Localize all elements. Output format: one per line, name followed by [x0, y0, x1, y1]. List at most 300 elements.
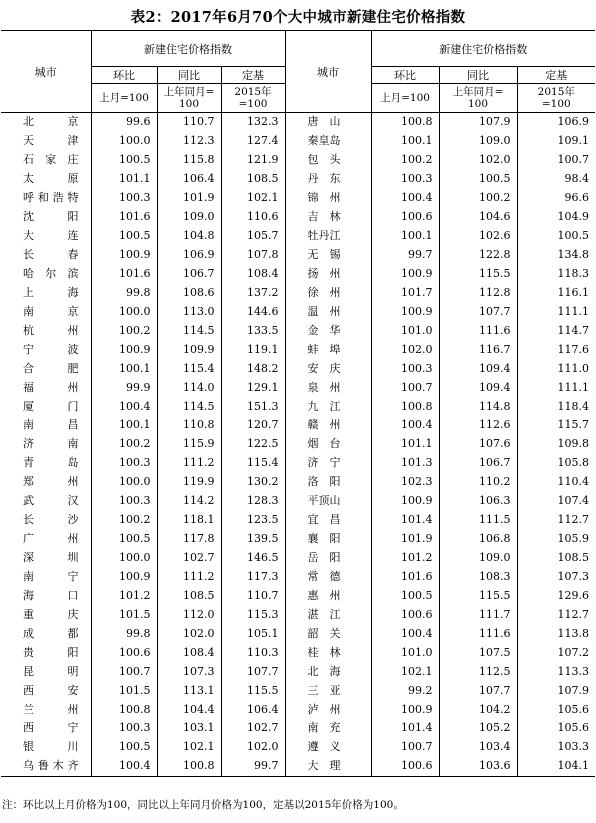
base-value-left: 119.1: [221, 340, 285, 359]
yoy-value-right: 107.6: [439, 435, 517, 454]
mom-value-right: 100.5: [371, 586, 439, 605]
table-row: [1, 265, 595, 284]
table-row: [1, 378, 595, 397]
mom-value-left: 99.8: [91, 283, 157, 302]
mom-value-left: 99.6: [91, 113, 157, 132]
yoy-value-right: 104.6: [439, 208, 517, 227]
city-name-right: 岳阳: [285, 549, 371, 568]
mom-value-right: 100.4: [371, 189, 439, 208]
mom-value-left: 99.8: [91, 624, 157, 643]
yoy-value-right: 110.2: [439, 473, 517, 492]
city-name-right: 金华: [285, 321, 371, 340]
table-row: [1, 454, 595, 473]
base-value-right: 107.3: [557, 569, 590, 583]
mom-header-left: 环比: [91, 67, 157, 84]
yoy-value-right: 104.2: [439, 700, 517, 719]
city-name-right: 锦州: [285, 189, 371, 208]
base-value-right: 117.6: [557, 342, 590, 356]
mom-value-left: 101.1: [91, 170, 157, 189]
table-row: [1, 246, 595, 265]
mom-value-left: 100.8: [91, 700, 157, 719]
yoy-value-left: 109.9: [157, 340, 221, 359]
mom-value-left: 100.5: [91, 738, 157, 757]
index-group-header-left: 新建住宅价格指数: [91, 31, 285, 67]
base-value-right: 100.5: [557, 229, 590, 243]
base-value-right: 105.9: [557, 532, 590, 546]
yoy-value-left: 113.1: [157, 681, 221, 700]
city-name-left: 南昌: [1, 416, 91, 435]
price-index-table: [1, 30, 595, 777]
base-value-right: 103.3: [557, 740, 590, 754]
city-name-left: 西宁: [1, 719, 91, 738]
base-value-left: 115.3: [221, 605, 285, 624]
yoy-value-right: 107.7: [439, 302, 517, 321]
base-value-left: 129.1: [221, 378, 285, 397]
index-group-header-right: 新建住宅价格指数: [371, 31, 595, 67]
table-row: [1, 340, 595, 359]
base-value-left: 151.3: [221, 397, 285, 416]
city-header-left: 城市: [1, 31, 91, 113]
table-row: [1, 511, 595, 530]
yoy-value-left: 104.4: [157, 700, 221, 719]
city-name-right: 蚌埠: [285, 340, 371, 359]
base-value-right: 113.8: [557, 626, 590, 640]
table-row: [1, 700, 595, 719]
yoy-value-right: 100.2: [439, 189, 517, 208]
city-name-left: 上海: [1, 283, 91, 302]
mom-value-left: 101.6: [91, 265, 157, 284]
yoy-value-right: 102.6: [439, 227, 517, 246]
mom-value-left: 101.5: [91, 681, 157, 700]
base-value-left: 107.8: [221, 246, 285, 265]
yoy-value-left: 108.6: [157, 283, 221, 302]
city-name-right: 徐州: [285, 283, 371, 302]
table-row: [1, 283, 595, 302]
table-row: [1, 473, 595, 492]
base-value-right: 104.1: [517, 757, 595, 776]
yoy-value-right: 107.5: [439, 643, 517, 662]
city-name-left: 广州: [1, 530, 91, 549]
yoy-value-left: 102.7: [157, 549, 221, 568]
table-row: [1, 492, 595, 511]
mom-value-right: 100.1: [371, 132, 439, 151]
base-value-left: 130.2: [221, 473, 285, 492]
base-value-right: 106.9: [557, 115, 590, 129]
yoy-value-left: 115.8: [157, 151, 221, 170]
city-name-right: 三亚: [285, 681, 371, 700]
table-row: [1, 208, 595, 227]
city-name-left: 长春: [1, 246, 91, 265]
base-value-right: 111.1: [557, 380, 590, 394]
yoy-value-left: 110.7: [157, 113, 221, 132]
mom-value-left: 100.9: [91, 246, 157, 265]
base-header-right: 定基: [517, 67, 595, 84]
base-value-right: 118.4: [557, 399, 590, 413]
mom-value-left: 100.7: [91, 662, 157, 681]
city-name-left: 昆明: [1, 662, 91, 681]
base-value-left: 102.0: [221, 738, 285, 757]
mom-value-right: 100.6: [371, 757, 439, 776]
base-sub-right: 2015年 =100: [517, 84, 595, 113]
yoy-value-right: 112.8: [439, 283, 517, 302]
yoy-value-left: 103.1: [157, 719, 221, 738]
base-value-right: 107.4: [557, 494, 590, 508]
city-name-right: 北海: [285, 662, 371, 681]
base-value-right: 114.7: [557, 323, 590, 337]
base-value-left: 121.9: [221, 151, 285, 170]
table-row: [1, 681, 595, 700]
city-name-right: 牡丹江: [285, 227, 371, 246]
city-name-left: 哈尔滨: [1, 265, 91, 284]
base-value-left: 102.1: [221, 189, 285, 208]
base-value-right: 112.7: [557, 607, 590, 621]
base-header-left: 定基: [221, 67, 285, 84]
yoy-sub-right: 上年同月= 100: [439, 84, 517, 113]
base-value-right: 129.6: [557, 588, 590, 602]
base-value-left: 110.7: [221, 586, 285, 605]
base-value-right: 134.8: [557, 248, 590, 262]
yoy-header-right: 同比: [439, 67, 517, 84]
yoy-value-right: 111.7: [439, 605, 517, 624]
base-value-left: 123.5: [221, 511, 285, 530]
table-row: [1, 643, 595, 662]
yoy-value-right: 106.3: [439, 492, 517, 511]
city-name-right: 丹东: [285, 170, 371, 189]
mom-value-right: 100.6: [371, 208, 439, 227]
base-value-left: 106.4: [221, 700, 285, 719]
base-value-left: 108.5: [221, 170, 285, 189]
yoy-value-right: 112.6: [439, 416, 517, 435]
city-name-right: 包头: [285, 151, 371, 170]
city-name-left: 大连: [1, 227, 91, 246]
base-value-right: 109.8: [557, 437, 590, 451]
city-header-right: 城市: [285, 31, 371, 113]
city-name-left: 南宁: [1, 568, 91, 587]
yoy-value-left: 115.9: [157, 435, 221, 454]
mom-value-left: 100.2: [91, 435, 157, 454]
table-row: [1, 416, 595, 435]
city-name-left: 成都: [1, 624, 91, 643]
yoy-value-left: 112.3: [157, 132, 221, 151]
mom-value-right: 101.4: [371, 719, 439, 738]
city-name-right: 扬州: [285, 265, 371, 284]
mom-value-left: 100.3: [91, 454, 157, 473]
city-name-right: 平顶山: [285, 492, 371, 511]
table-row: [1, 132, 595, 151]
mom-value-right: 101.6: [371, 568, 439, 587]
yoy-value-right: 114.8: [439, 397, 517, 416]
city-name-left: 厦门: [1, 397, 91, 416]
city-name-left: 南京: [1, 302, 91, 321]
mom-value-left: 100.3: [91, 189, 157, 208]
table-row: [1, 757, 595, 776]
yoy-value-left: 106.9: [157, 246, 221, 265]
city-name-right: 吉林: [285, 208, 371, 227]
city-name-left: 西安: [1, 681, 91, 700]
base-value-left: 132.3: [221, 113, 285, 132]
base-value-left: 102.7: [221, 719, 285, 738]
mom-value-left: 100.9: [91, 340, 157, 359]
city-name-left: 石家庄: [1, 151, 91, 170]
city-name-right: 唐山: [285, 113, 371, 132]
mom-value-left: 100.5: [91, 151, 157, 170]
yoy-value-right: 109.4: [439, 378, 517, 397]
base-value-left: 115.4: [221, 454, 285, 473]
mom-value-right: 101.2: [371, 549, 439, 568]
city-name-right: 惠州: [285, 586, 371, 605]
yoy-value-left: 111.2: [157, 568, 221, 587]
base-value-left: 108.4: [221, 265, 285, 284]
mom-value-right: 102.1: [371, 662, 439, 681]
city-name-right: 南充: [285, 719, 371, 738]
table-row: [1, 302, 595, 321]
yoy-value-left: 118.1: [157, 511, 221, 530]
city-name-right: 湛江: [285, 605, 371, 624]
city-name-right: 无锡: [285, 246, 371, 265]
mom-value-left: 99.9: [91, 378, 157, 397]
yoy-value-right: 115.5: [439, 265, 517, 284]
mom-value-right: 100.7: [371, 378, 439, 397]
city-name-left: 呼和浩特: [1, 189, 91, 208]
base-value-right: 100.7: [557, 153, 590, 167]
yoy-value-right: 109.0: [439, 549, 517, 568]
city-name-left: 福州: [1, 378, 91, 397]
mom-value-right: 100.3: [371, 170, 439, 189]
yoy-value-left: 101.9: [157, 189, 221, 208]
yoy-value-right: 115.5: [439, 586, 517, 605]
mom-value-left: 100.4: [91, 397, 157, 416]
base-value-right: 112.7: [557, 513, 590, 527]
base-value-left: 107.7: [221, 662, 285, 681]
city-name-left: 郑州: [1, 473, 91, 492]
yoy-sub-left: 上年同月= 100: [157, 84, 221, 113]
table-row: [1, 435, 595, 454]
mom-value-right: 100.3: [371, 359, 439, 378]
yoy-value-left: 110.8: [157, 416, 221, 435]
table-row: [1, 151, 595, 170]
yoy-value-left: 100.8: [157, 757, 221, 776]
city-name-right: 赣州: [285, 416, 371, 435]
yoy-value-left: 119.9: [157, 473, 221, 492]
base-value-right: 98.4: [564, 172, 590, 186]
mom-value-left: 100.9: [91, 568, 157, 587]
yoy-value-right: 112.5: [439, 662, 517, 681]
base-value-left: 146.5: [221, 549, 285, 568]
city-name-left: 银川: [1, 738, 91, 757]
city-name-right: 常德: [285, 568, 371, 587]
base-value-left: 117.3: [221, 568, 285, 587]
mom-value-right: 100.8: [371, 397, 439, 416]
base-value-right: 107.2: [557, 645, 590, 659]
table-row: [1, 624, 595, 643]
table-row: [1, 359, 595, 378]
yoy-value-right: 103.4: [439, 738, 517, 757]
base-value-left: 122.5: [221, 435, 285, 454]
mom-value-right: 101.4: [371, 511, 439, 530]
yoy-value-left: 113.0: [157, 302, 221, 321]
base-value-right: 116.1: [557, 285, 590, 299]
city-name-right: 韶关: [285, 624, 371, 643]
city-name-right: 宜昌: [285, 511, 371, 530]
base-value-left: 148.2: [221, 359, 285, 378]
base-value-right: 111.1: [557, 304, 590, 318]
mom-value-left: 101.2: [91, 586, 157, 605]
mom-value-left: 100.3: [91, 719, 157, 738]
yoy-value-right: 103.6: [439, 757, 517, 776]
city-name-right: 温州: [285, 302, 371, 321]
table-row: [1, 549, 595, 568]
mom-sub-left: 上月=100: [91, 84, 157, 113]
base-value-right: 104.9: [557, 210, 590, 224]
mom-value-right: 101.0: [371, 643, 439, 662]
mom-value-right: 101.9: [371, 530, 439, 549]
yoy-value-left: 115.4: [157, 359, 221, 378]
yoy-value-left: 102.0: [157, 624, 221, 643]
base-value-right: 105.8: [557, 456, 590, 470]
base-value-left: 127.4: [221, 132, 285, 151]
mom-value-left: 100.4: [91, 757, 157, 776]
table-row: [1, 189, 595, 208]
yoy-value-right: 106.7: [439, 454, 517, 473]
city-name-left: 杭州: [1, 321, 91, 340]
yoy-value-left: 109.0: [157, 208, 221, 227]
yoy-value-left: 114.0: [157, 378, 221, 397]
table-row: [1, 170, 595, 189]
mom-value-left: 100.3: [91, 492, 157, 511]
yoy-value-left: 108.4: [157, 643, 221, 662]
mom-value-right: 102.3: [371, 473, 439, 492]
yoy-value-left: 102.1: [157, 738, 221, 757]
mom-value-right: 100.9: [371, 492, 439, 511]
yoy-value-left: 114.5: [157, 397, 221, 416]
base-value-left: 128.3: [221, 492, 285, 511]
yoy-value-right: 111.6: [439, 624, 517, 643]
yoy-value-right: 111.5: [439, 511, 517, 530]
mom-value-right: 100.4: [371, 416, 439, 435]
city-name-right: 大理: [285, 757, 371, 776]
yoy-value-right: 116.7: [439, 340, 517, 359]
city-name-left: 乌鲁木齐: [1, 757, 91, 776]
yoy-value-right: 107.9: [439, 113, 517, 132]
mom-value-left: 100.0: [91, 302, 157, 321]
yoy-value-left: 114.5: [157, 321, 221, 340]
city-name-left: 济南: [1, 435, 91, 454]
table-row: [1, 605, 595, 624]
mom-value-right: 100.9: [371, 302, 439, 321]
table-row: [1, 113, 595, 132]
yoy-header-left: 同比: [157, 67, 221, 84]
table-row: [1, 321, 595, 340]
yoy-value-left: 112.0: [157, 605, 221, 624]
base-value-right: 110.4: [557, 475, 590, 489]
base-value-left: 105.1: [221, 624, 285, 643]
city-name-left: 武汉: [1, 492, 91, 511]
city-name-right: 安庆: [285, 359, 371, 378]
city-name-left: 天津: [1, 132, 91, 151]
mom-value-right: 101.0: [371, 321, 439, 340]
city-name-left: 重庆: [1, 605, 91, 624]
yoy-value-right: 105.2: [439, 719, 517, 738]
mom-value-left: 100.0: [91, 549, 157, 568]
city-name-left: 宁波: [1, 340, 91, 359]
yoy-value-left: 117.8: [157, 530, 221, 549]
city-name-right: 泸州: [285, 700, 371, 719]
mom-value-right: 100.9: [371, 700, 439, 719]
city-name-right: 桂林: [285, 643, 371, 662]
city-name-left: 贵阳: [1, 643, 91, 662]
base-value-left: 115.5: [221, 681, 285, 700]
mom-value-right: 99.7: [371, 246, 439, 265]
yoy-value-right: 107.7: [439, 681, 517, 700]
table-row: [1, 586, 595, 605]
base-sub-left: 2015年 =100: [221, 84, 285, 113]
base-value-right: 96.6: [564, 191, 590, 205]
base-value-left: 120.7: [221, 416, 285, 435]
city-name-right: 秦皇岛: [285, 132, 371, 151]
yoy-value-left: 108.5: [157, 586, 221, 605]
yoy-value-right: 108.3: [439, 568, 517, 587]
yoy-value-left: 106.7: [157, 265, 221, 284]
mom-value-left: 100.0: [91, 132, 157, 151]
mom-value-left: 101.6: [91, 208, 157, 227]
yoy-value-right: 109.0: [439, 132, 517, 151]
base-value-right: 109.1: [557, 134, 590, 148]
table-row: [1, 568, 595, 587]
base-value-right: 108.5: [557, 551, 590, 565]
base-value-left: 110.6: [221, 208, 285, 227]
footnote: 注：环比以上月价格为100，同比以上年同月价格为100，定基以2015年价格为100。: [2, 799, 404, 811]
yoy-value-right: 102.0: [439, 151, 517, 170]
mom-value-left: 100.6: [91, 643, 157, 662]
mom-value-left: 100.1: [91, 359, 157, 378]
base-value-left: 144.6: [221, 302, 285, 321]
mom-value-left: 100.2: [91, 321, 157, 340]
mom-value-left: 100.0: [91, 473, 157, 492]
mom-value-right: 99.2: [371, 681, 439, 700]
city-name-left: 太原: [1, 170, 91, 189]
mom-value-left: 100.5: [91, 227, 157, 246]
mom-value-left: 100.1: [91, 416, 157, 435]
yoy-value-left: 107.3: [157, 662, 221, 681]
city-name-left: 海口: [1, 586, 91, 605]
table-row: [1, 738, 595, 757]
base-value-right: 107.9: [557, 683, 590, 697]
mom-value-right: 102.0: [371, 340, 439, 359]
mom-value-right: 101.1: [371, 435, 439, 454]
table-title: 表2：2017年6月70个大中城市新建住宅价格指数: [130, 9, 466, 26]
table-row: [1, 227, 595, 246]
yoy-value-left: 104.8: [157, 227, 221, 246]
city-name-right: 泉州: [285, 378, 371, 397]
yoy-value-left: 106.4: [157, 170, 221, 189]
base-value-left: 133.5: [221, 321, 285, 340]
mom-value-right: 100.1: [371, 227, 439, 246]
mom-value-right: 100.4: [371, 624, 439, 643]
base-value-left: 110.3: [221, 643, 285, 662]
base-value-left: 137.2: [221, 283, 285, 302]
mom-value-left: 101.5: [91, 605, 157, 624]
mom-value-right: 100.8: [371, 113, 439, 132]
mom-value-right: 100.2: [371, 151, 439, 170]
base-value-left: 139.5: [221, 530, 285, 549]
city-name-right: 九江: [285, 397, 371, 416]
city-name-right: 襄阳: [285, 530, 371, 549]
mom-value-right: 101.7: [371, 283, 439, 302]
city-name-left: 北京: [1, 113, 91, 132]
base-value-right: 115.7: [557, 418, 590, 432]
base-value-left: 99.7: [221, 757, 285, 776]
mom-value-right: 101.3: [371, 454, 439, 473]
